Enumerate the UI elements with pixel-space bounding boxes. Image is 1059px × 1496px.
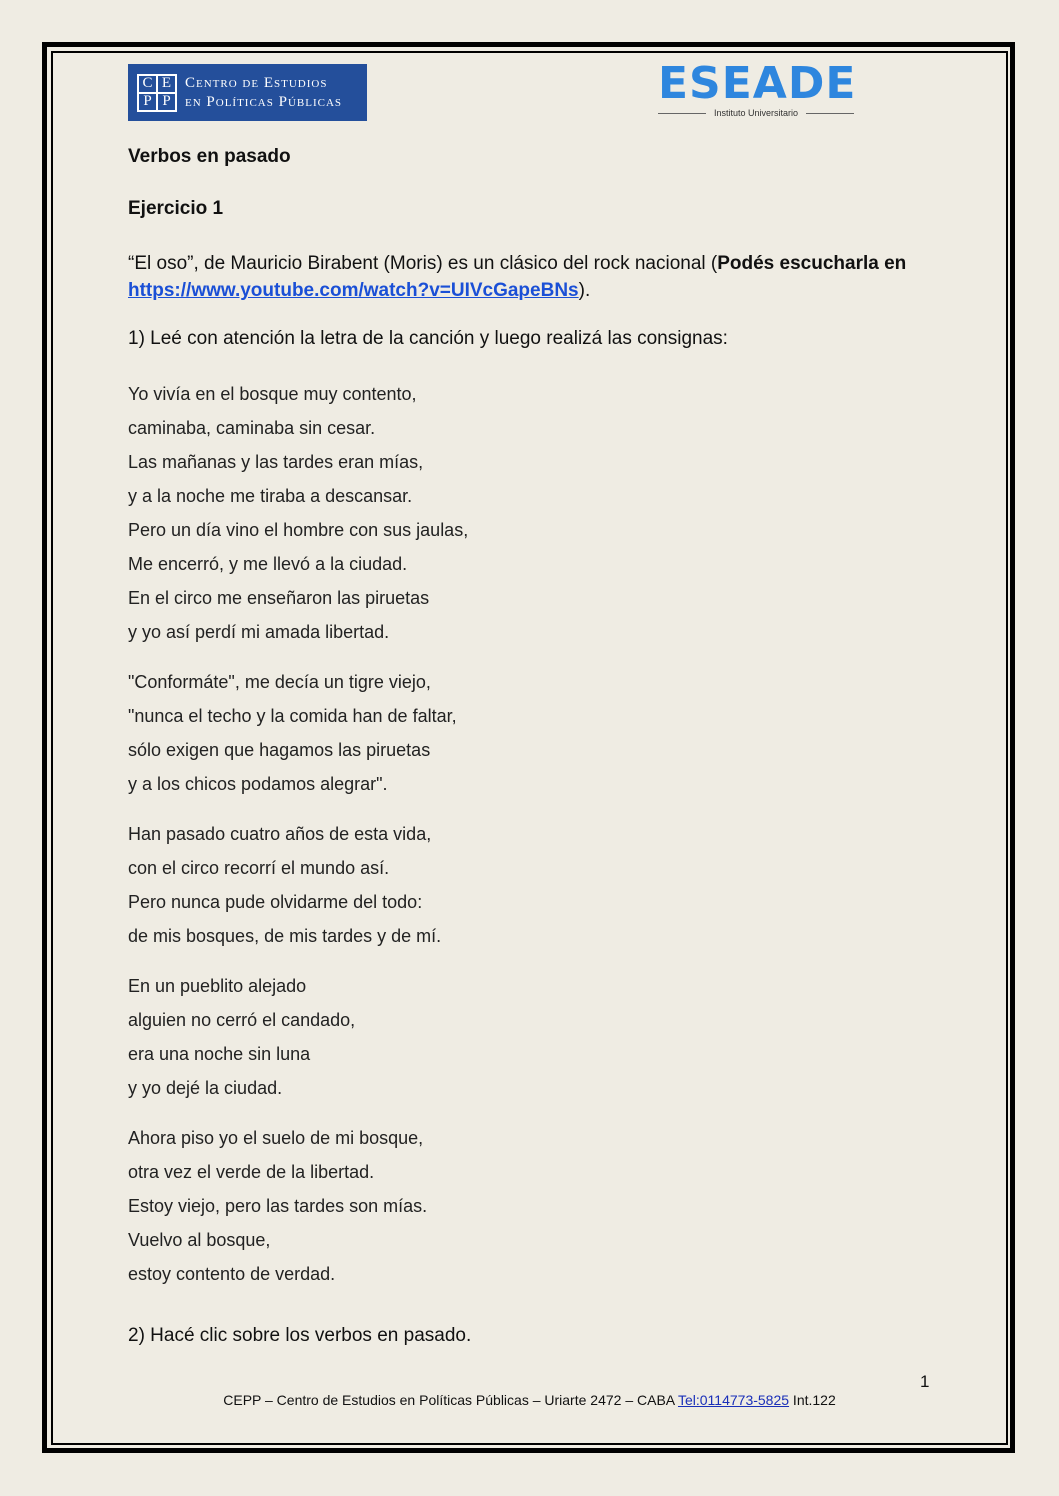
cepp-monogram	[137, 74, 177, 112]
intro-text-end: ).	[578, 280, 591, 301]
lyrics-line[interactable]: y a la noche me tiraba a descansar.	[128, 486, 413, 506]
lyrics-stanza	[128, 377, 468, 649]
page-title: Verbos en pasado	[128, 146, 291, 167]
lyrics-line[interactable]: Pero un día vino el hombre con sus jaulas,	[128, 520, 469, 540]
lyrics-line[interactable]: Ahora piso yo el suelo de mi bosque,	[128, 1128, 424, 1148]
lyrics-line[interactable]: Yo vivía en el bosque muy contento,	[128, 384, 417, 404]
cepp-logo-line2: en Políticas Públicas	[185, 93, 343, 110]
lyrics-stanza	[128, 1121, 468, 1291]
lyrics-line[interactable]: alguien no cerró el candado,	[128, 1010, 356, 1030]
lyrics-line[interactable]: era una noche sin luna	[128, 1044, 311, 1064]
lyrics-line[interactable]: otra vez el verde de la libertad.	[128, 1162, 375, 1182]
eseade-logo	[658, 58, 857, 120]
cepp-logo-line1: Centro de Estudios	[185, 74, 328, 91]
lyrics-stanza	[128, 969, 468, 1105]
intro-paragraph	[128, 250, 906, 304]
lyrics-line[interactable]: Vuelvo al bosque,	[128, 1230, 271, 1250]
page-number: 1	[920, 1372, 930, 1391]
lyrics-line[interactable]: y a los chicos podamos alegrar".	[128, 774, 388, 794]
cepp-letter: E	[157, 75, 176, 93]
lyrics-stanza	[128, 817, 468, 953]
instruction-1: 1) Leé con atención la letra de la canción y luego realizá las consignas:	[128, 328, 728, 349]
footer-text: CEPP – Centro de Estudios en Políticas Públicas – Uriarte 2472 – CABA	[223, 1392, 678, 1408]
lyrics-line[interactable]: caminaba, caminaba sin cesar.	[128, 418, 376, 438]
song-lyrics	[128, 377, 468, 1307]
lyrics-stanza	[128, 665, 468, 801]
footer	[0, 1392, 1059, 1408]
lyrics-line[interactable]: Las mañanas y las tardes eran mías,	[128, 452, 424, 472]
lyrics-line[interactable]: y yo dejé la ciudad.	[128, 1078, 283, 1098]
lyrics-line[interactable]: con el circo recorrí el mundo así.	[128, 858, 390, 878]
cepp-letter: C	[138, 75, 157, 93]
eseade-subtitle-row	[658, 108, 854, 118]
lyrics-line[interactable]: sólo exigen que hagamos las piruetas	[128, 740, 431, 760]
lyrics-line[interactable]: "nunca el techo y la comida han de faltar,	[128, 706, 457, 726]
youtube-link[interactable]: https://www.youtube.com/watch?v=UIVcGapeBNs	[128, 280, 579, 301]
cepp-logo	[128, 64, 367, 121]
lyrics-line[interactable]: de mis bosques, de mis tardes y de mí.	[128, 926, 442, 946]
lyrics-line[interactable]: estoy contento de verdad.	[128, 1264, 336, 1284]
lyrics-line[interactable]: Pero nunca pude olvidarme del todo:	[128, 892, 423, 912]
intro-text: “El oso”, de Mauricio Birabent (Moris) es un clásico del rock nacional (	[128, 253, 718, 274]
eseade-wordmark: ESEADE	[658, 58, 857, 109]
eseade-subtitle: Instituto Universitario	[713, 108, 799, 118]
cepp-logo-text	[185, 74, 342, 112]
lyrics-line[interactable]: "Conformáte", me decía un tigre viejo,	[128, 672, 431, 692]
cepp-letter: P	[138, 93, 157, 111]
divider	[658, 113, 706, 114]
lyrics-line[interactable]: Me encerró, y me llevó a la ciudad.	[128, 554, 408, 574]
instruction-2: 2) Hacé clic sobre los verbos en pasado.	[128, 1325, 472, 1346]
intro-bold: Podés escucharla en	[717, 253, 907, 274]
lyrics-line[interactable]: Estoy viejo, pero las tardes son mías.	[128, 1196, 428, 1216]
lyrics-line[interactable]: Han pasado cuatro años de esta vida,	[128, 824, 432, 844]
cepp-letter: P	[157, 93, 176, 111]
lyrics-line[interactable]: y yo así perdí mi amada libertad.	[128, 622, 390, 642]
lyrics-line[interactable]: En un pueblito alejado	[128, 976, 307, 996]
phone-link[interactable]: Tel:0114773-5825	[677, 1392, 790, 1408]
exercise-heading: Ejercicio 1	[128, 198, 224, 219]
divider	[806, 113, 854, 114]
lyrics-line[interactable]: En el circo me enseñaron las piruetas	[128, 588, 430, 608]
footer-ext: Int.122	[789, 1392, 836, 1408]
